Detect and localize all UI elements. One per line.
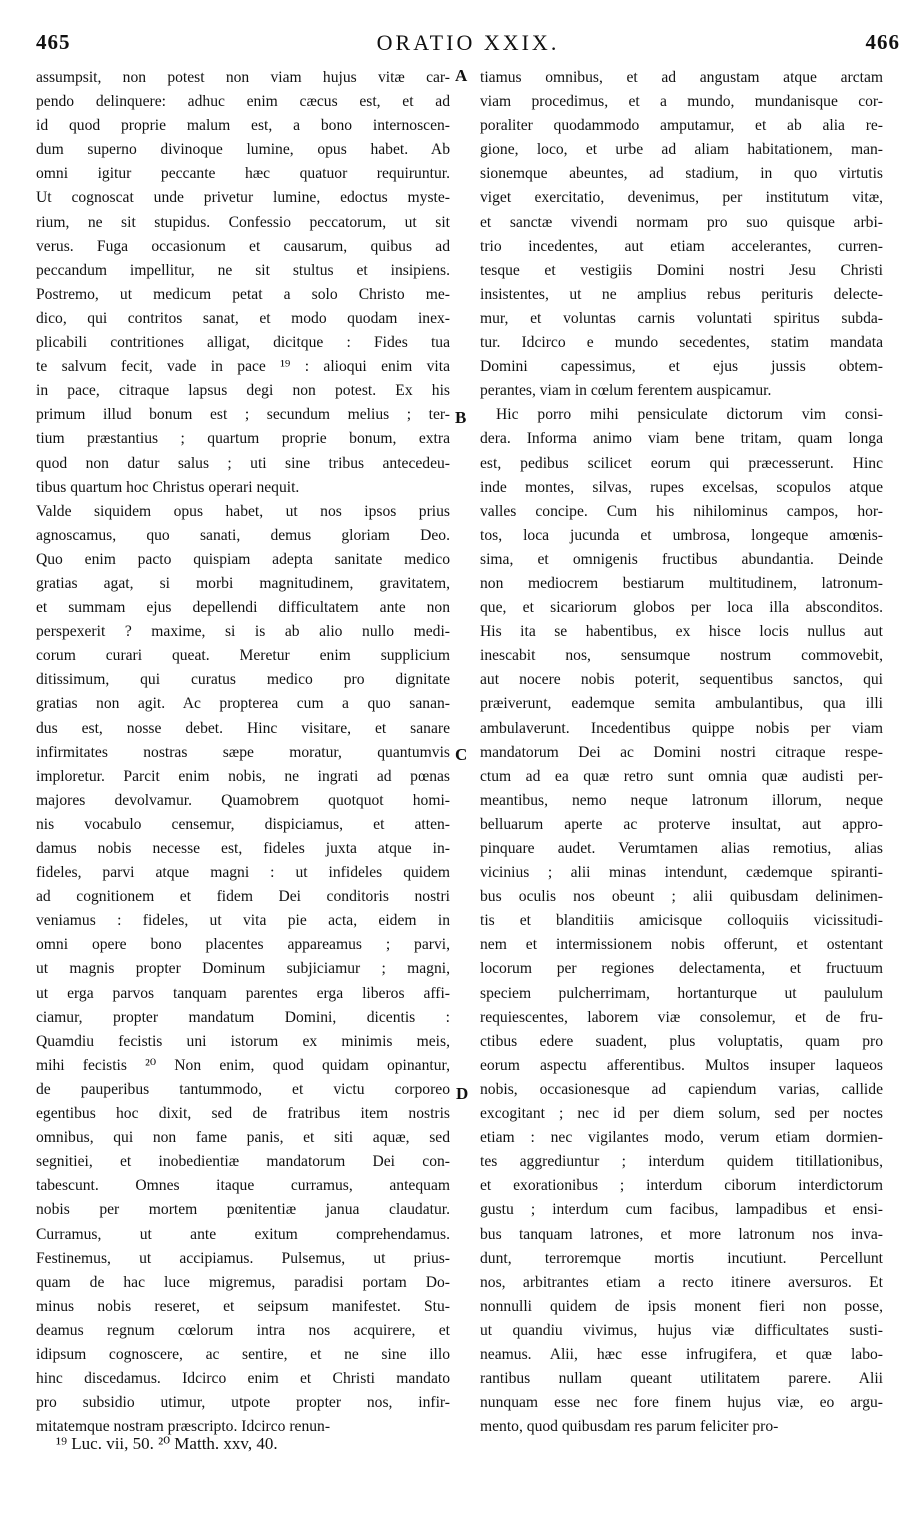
text-line: tes aggrediuntur ; interdum quidem titillationibus, (480, 1153, 883, 1171)
left-column (36, 66, 450, 1439)
text-line: dera. Informa animo viam bene tritam, quam longa (480, 430, 883, 448)
text-line: vicinius ; alii minas intendunt, cædemque spiranti- (480, 864, 883, 882)
text-line: rium, ne sit stupidus. Confessio peccatorum, ut sit (36, 213, 450, 231)
text-line: etiam : nec vigilantes modo, verum etiam dormien- (480, 1129, 883, 1147)
text-line: ad cognitionem et fidem Dei conditoris nostri (36, 888, 450, 906)
text-line: primum illud bonum est ; secundum melius ; ter- (36, 406, 450, 424)
text-line: non mediocrem bestiarum multitudinem, latronum- (480, 574, 883, 592)
section-marker-d: D (456, 1084, 469, 1103)
text-line: trio incedentes, aut etiam accelerantes, curren- (480, 237, 883, 255)
running-title: ORATIO XXIX. (376, 30, 560, 55)
text-line: infirmitates nostras sæpe moratur, quantumvis (36, 743, 450, 761)
text-line: Festinemus, ut accipiamus. Pulsemus, ut prius- (36, 1249, 450, 1267)
page-number-left: 465 (36, 30, 71, 54)
text-line: tesque et vestigiis Domini nostri Jesu Christi (480, 261, 883, 279)
text-line: inde montes, silvas, rupes excelsas, scopulos atque (480, 478, 883, 496)
text-line: perspexerit ? maxime, si is ab alio nullo medi- (36, 623, 450, 641)
right-column (480, 66, 883, 1439)
text-line: ut magnis propter Dominum subjiciamur ; magni, (36, 960, 450, 978)
text-line: gratias non agit. Ac propterea cum a quo sanan- (36, 695, 450, 713)
text-line: tur. Idcirco e mundo secedentes, statim mandata (480, 334, 883, 352)
text-line: que, et sicariorum globos per loca illa absconditos. (480, 599, 883, 617)
text-line: pro subsidio utimur, utpote propter nos, infir- (36, 1394, 450, 1412)
text-line: His ita se habentibus, ex hisce locis nullus aut (480, 623, 883, 641)
text-line: segnitiei, et inobedientiæ mandatorum Dei con- (36, 1153, 450, 1171)
text-line: ut quandiu vivimus, hujus viæ difficultates susti- (480, 1321, 883, 1339)
text-line: dus est, nosse debet. Hinc visitare, et sanare (36, 719, 450, 737)
text-line: viget exercitatio, devenimus, per institutum vitæ, (480, 189, 883, 207)
text-line: Quamdiu fecistis uni istorum ex minimis meis, (36, 1032, 450, 1050)
text-line: Ut cognoscat unde privetur lumine, edoctus myste- (36, 189, 450, 207)
text-line: præiverunt, eademque semita ambulantibus, qua illi (480, 695, 883, 713)
text-line: idipsum cognoscere, ac sentire, et ne sine illo (36, 1345, 450, 1363)
text-line: pinquare audet. Verumtamen alias remotius, alias (480, 840, 883, 857)
text-line: belluarum aperte ac proterve insultat, aut appro- (480, 815, 883, 833)
text-line: ciamur, propter mandatum Domini, dicentis : (36, 1008, 450, 1026)
text-line: Curramus, ut ante exitum comprehendamus. (36, 1225, 450, 1243)
text-line: ambulaverunt. Incedentibus quippe nobis per viam (480, 719, 883, 737)
text-line: bus oculis nos obeunt ; alii quibusdam delinimen- (480, 888, 883, 906)
text-line: Hic porro mihi pensiculate dictorum vim consi- (496, 406, 883, 424)
text-line: quod non datur salus ; uti sine tribus antecedeu- (36, 454, 450, 472)
text-line: ditissimum, qui curatus medico pro dignitate (36, 671, 450, 689)
text-line: tium præstantius ; quartum proprie bonum, extra (36, 430, 450, 448)
text-line: est, pedibus scilicet eorum qui præcesserunt. Hinc (480, 454, 883, 472)
text-line: viam procedimus, et a mundo, mundanisque cor- (480, 93, 883, 111)
text-line: sima, et omnigenis fructibus abundantia. Deinde (480, 550, 883, 568)
text-line: deamus regnum cœlorum intra nos acquirere, et (36, 1321, 450, 1339)
text-line: nunquam esse nec fore finem hujus viæ, eo argu- (480, 1394, 883, 1412)
text-line: ctibus edere suadent, plus voluptatis, quam pro (480, 1032, 883, 1050)
text-line: requiescentes, laborem viæ consolemur, et de fru- (480, 1008, 883, 1026)
text-line: et exorationibus ; interdum ciborum interdictorum (480, 1177, 883, 1195)
text-line: verus. Fuga occasionum et causarum, quibus ad (36, 237, 450, 255)
text-line: gione, loco, et urbe ad aliam habitationem, man- (480, 141, 883, 159)
text-line: assumpsit, non potest non viam hujus vitæ car- (36, 69, 450, 86)
text-line: nem et intermissionem nobis offerunt, et ostentant (480, 936, 883, 954)
text-line: te salvum fecit, vade in pace ¹⁹ : alioqui enim vita (36, 358, 450, 376)
text-line: majores devolvamur. Quamobrem quotquot homi- (36, 791, 450, 809)
text-line: bus tanquam latrones, et more latronum nos inva- (480, 1225, 883, 1243)
text-line: omni opere bono placentes appareamus ; parvi, (36, 936, 450, 954)
text-line: agnoscamus, quo sanati, demus gloriam Deo. (36, 526, 450, 544)
page-header (36, 30, 900, 64)
text-line: peccandum impellitur, ne sit stultus et insipiens. (36, 261, 450, 279)
text-line: egentibus hoc dixit, sed de fratribus item nostris (36, 1105, 450, 1123)
text-line: ctum ad ea quæ retro sunt omnia quæ audisti per- (480, 767, 883, 785)
page-number-right: 466 (865, 30, 900, 54)
text-line: gustu ; interdum cum facibus, lampadibus et ensi- (480, 1201, 883, 1219)
text-line: nobis, occasionesque ad capiendum varias, callide (480, 1080, 883, 1098)
text-line: rantibus nullam queant utilitatem parere. Alii (480, 1370, 883, 1388)
text-line: damus nobis necesse est, fideles juxta atque in- (36, 840, 450, 857)
text-line: Quo enim pacto quispiam adepta sanitate medico (36, 550, 450, 568)
text-line: fideles, parvi atque magni : ut infideles quidem (36, 864, 450, 882)
text-line: et summam ejus depellendi difficultatem ante non (36, 599, 450, 617)
text-line: mihi fecistis ²⁰ Non enim, quod quidam opinantur, (36, 1056, 450, 1074)
text-line: valles concipe. Cum his nihilominus campos, hor- (480, 502, 883, 520)
footnotes: ¹⁹ Luc. vii, 50. ²⁰ Matth. xxv, 40. (56, 1434, 278, 1453)
text-line: locorum per regiones delectamenta, et fructuum (480, 960, 883, 978)
text-line: insistentes, ut ne amplius rebus perituris delecte- (480, 285, 883, 303)
text-line: nobis per mortem pœnitentiæ janua claudatur. (36, 1201, 450, 1219)
text-line: meantibus, nemo neque latronum illorum, neque (480, 791, 883, 809)
text-line: inescabit nos, sensumque nostrum commovebit, (480, 647, 883, 665)
text-line: dico, qui contritos sanat, et modo quodam inex- (36, 309, 450, 327)
text-line: omnibus, qui non fame panis, et siti aquæ, sed (36, 1129, 450, 1147)
text-line: neamus. Alii, hæc esse infrugifera, et quæ labo- (480, 1345, 883, 1363)
text-line: excogitant ; nec id per diem solum, sed per noctes (480, 1105, 883, 1123)
section-marker-c: C (455, 745, 468, 764)
text-line: dunt, terroremque mortis incutiunt. Percellunt (480, 1249, 883, 1267)
text-line: Postremo, ut medicum petat a solo Christo me- (36, 285, 450, 303)
text-line: tibus quartum hoc Christus operari nequit. (36, 478, 300, 496)
text-line: quam de hac luce migremus, paradisi portam Do- (36, 1273, 450, 1291)
text-line: eorum aspectu afferentibus. Multos insuper laqueos (480, 1056, 883, 1074)
text-line: de pauperibus tantummodo, et victu corporeo (36, 1080, 450, 1098)
text-line: poraliter quodammodo amputamur, et ab alia re- (480, 117, 883, 135)
text-line: mandatorum Dei ac Domini nostri citraque respe- (480, 743, 883, 761)
text-line: perantes, viam in cœlum ferentem auspicamur. (480, 382, 772, 400)
text-line: hinc discedamus. Idcirco enim et Christi mandato (36, 1370, 450, 1388)
text-line: corum curari queat. Meretur enim supplicium (36, 647, 450, 665)
text-line: Domini capessimus, et ejus jussis obtem- (480, 358, 883, 376)
text-line: tos, loca jucunda et umbrosa, longeque amœnis- (480, 526, 883, 544)
text-line: veniamus : fideles, ut vita pie acta, eidem in (36, 912, 450, 930)
text-line: in pace, citraque lapsus degi non potest. Ex his (36, 382, 450, 400)
text-line: et sanctæ vivendi normam pro suo quisque arbi- (480, 213, 883, 231)
text-line: nis vocabulo censemur, dispiciamus, et atten- (36, 815, 450, 833)
text-line: omni igitur peccante hæc quatuor requiruntur. (36, 165, 450, 183)
text-line: speciem pulcherrimam, hortanturque ut paululum (480, 984, 883, 1002)
text-line: plicabili contritiones alligat, dicitque : Fides tua (36, 334, 450, 352)
section-marker-a: A (455, 66, 468, 85)
text-line: nos, arbitrantes etiam a recto itinere aversuros. Et (480, 1273, 883, 1291)
text-line: tabescunt. Omnes itaque curramus, antequam (36, 1177, 450, 1195)
text-line: mur, et voluntas carnis voluntati spiritus subda- (480, 309, 883, 327)
text-line: aut nocere nobis poterit, sequentibus sanctos, qui (480, 671, 883, 689)
text-line: sionemque abeuntes, ad stadium, in quo virtutis (480, 165, 883, 183)
section-marker-b: B (455, 408, 467, 427)
text-line: id quod proprie malum est, a bono internoscen- (36, 117, 450, 135)
text-line: mento, quod quibusdam res parum feliciter pro- (480, 1418, 779, 1436)
text-line: nonnulli quidem de ipsis monent fieri non posse, (480, 1297, 883, 1315)
text-line: minus nobis reseret, et seipsum manifestet. Stu- (36, 1297, 450, 1315)
text-line: pendo delinquere: adhuc enim cæcus est, et ad (36, 93, 450, 111)
text-line: tiamus omnibus, et ad angustam atque arctam (480, 69, 883, 86)
text-line: dum superno divinoque lumine, opus habet. Ab (36, 141, 450, 159)
text-line: Valde siquidem opus habet, ut nos ipsos prius (36, 502, 450, 520)
text-line: gratias agat, si morbi magnitudinem, gravitatem, (36, 574, 450, 592)
text-line: mitatemque nostram præscripto. Idcirco renun- (36, 1418, 331, 1436)
text-line: imploretur. Parcit enim nobis, ne ingrati ad pœnas (36, 767, 450, 785)
text-line: ut erga parvos tanquam parentes erga liberos affi- (36, 984, 450, 1002)
text-line: tis et blanditiis amicisque colloquiis vicissitudi- (480, 912, 883, 930)
